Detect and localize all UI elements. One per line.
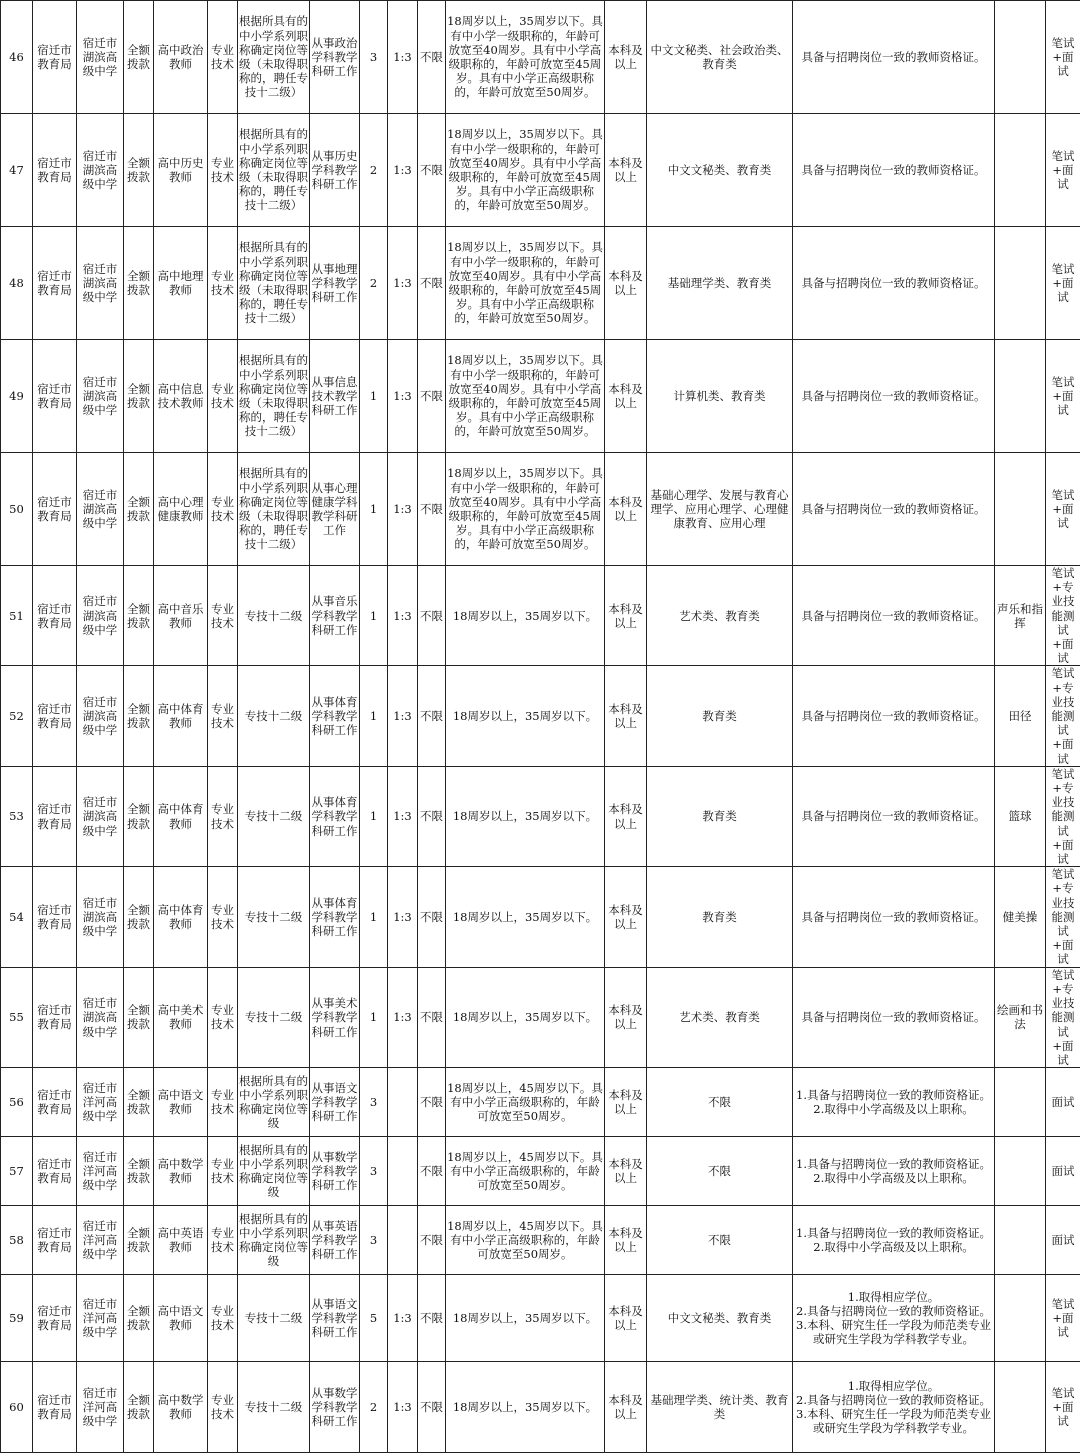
- skill-test-content-cell: [995, 1137, 1046, 1206]
- position-name-cell: 高中语文教师: [154, 1068, 208, 1137]
- exam-method-cell: 笔试+面试: [1046, 1275, 1080, 1362]
- age-requirement-cell: 18周岁以上，35周岁以下。: [446, 1362, 605, 1453]
- headcount-cell: 2: [360, 114, 388, 227]
- exam-ratio-cell: 1:3: [388, 453, 418, 566]
- funding-type-cell: 全额拨款: [124, 666, 154, 766]
- department-cell: 宿迁市教育局: [33, 1068, 77, 1137]
- exam-method-cell: 笔试+面试: [1046, 1, 1080, 114]
- headcount-cell: 3: [360, 1, 388, 114]
- major-requirement-cell: 艺术类、教育类: [647, 566, 793, 666]
- exam-method-cell: 笔试+面试: [1046, 453, 1080, 566]
- employer-cell: 宿迁市湖滨高级中学: [77, 867, 124, 967]
- other-requirement-cell: [793, 1362, 995, 1453]
- education-cell: 本科及以上: [605, 1206, 647, 1275]
- position-grade-cell: 根据所具有的中小学系列职称确定岗位等级: [238, 1137, 310, 1206]
- job-duty-cell: 从事语文学科教学科研工作: [310, 1068, 360, 1137]
- position-name-cell: 高中美术教师: [154, 967, 208, 1067]
- gender-cell: 不限: [418, 1275, 446, 1362]
- gender-cell: 不限: [418, 1362, 446, 1453]
- education-cell: 本科及以上: [605, 1137, 647, 1206]
- funding-type-cell: 全额拨款: [124, 453, 154, 566]
- headcount-cell: 1: [360, 666, 388, 766]
- employer-cell: 宿迁市湖滨高级中学: [77, 227, 124, 340]
- age-requirement-cell: 18周岁以上，35周岁以下。具有中小学一级职称的，年龄可放宽至40周岁。具有中小学高级职称的，年龄可放宽至45周岁。具有中小学正高级职称的，年龄可放宽至50周岁。: [446, 453, 605, 566]
- job-duty-cell: 从事地理学科教学科研工作: [310, 227, 360, 340]
- other-requirement-cell: 具备与招聘岗位一致的教师资格证。: [793, 114, 995, 227]
- row-number-cell: 56: [1, 1068, 33, 1137]
- exam-ratio-cell: 1:3: [388, 1275, 418, 1362]
- funding-type-cell: 全额拨款: [124, 1362, 154, 1453]
- job-duty-cell: 从事体育学科教学科研工作: [310, 766, 360, 866]
- age-requirement-cell: 18周岁以上，35周岁以下。具有中小学一级职称的，年龄可放宽至40周岁。具有中小学高级职称的，年龄可放宽至45周岁。具有中小学正高级职称的，年龄可放宽至50周岁。: [446, 114, 605, 227]
- position-name-cell: 高中地理教师: [154, 227, 208, 340]
- skill-test-content-cell: [995, 114, 1046, 227]
- position-category-cell: 专业技术: [208, 453, 238, 566]
- department-cell: 宿迁市教育局: [33, 867, 77, 967]
- funding-type-cell: 全额拨款: [124, 967, 154, 1067]
- department-cell: 宿迁市教育局: [33, 766, 77, 866]
- education-cell: 本科及以上: [605, 1, 647, 114]
- other-requirement-cell: 具备与招聘岗位一致的教师资格证。: [793, 340, 995, 453]
- table-row: [1, 967, 1080, 1067]
- education-cell: 本科及以上: [605, 1362, 647, 1453]
- exam-method-cell: 笔试+专业技能测试+面试: [1046, 666, 1080, 766]
- requirement-line: 1.具备与招聘岗位一致的教师资格证。: [794, 1088, 993, 1102]
- headcount-cell: 2: [360, 1362, 388, 1453]
- skill-test-content-cell: [995, 340, 1046, 453]
- headcount-cell: 1: [360, 967, 388, 1067]
- position-category-cell: 专业技术: [208, 1206, 238, 1275]
- age-requirement-cell: 18周岁以上，35周岁以下。: [446, 766, 605, 866]
- position-category-cell: 专业技术: [208, 766, 238, 866]
- position-name-cell: 高中历史教师: [154, 114, 208, 227]
- major-requirement-cell: 计算机类、教育类: [647, 340, 793, 453]
- exam-ratio-cell: 1:3: [388, 967, 418, 1067]
- requirement-line: 1.取得相应学位。: [794, 1379, 993, 1393]
- skill-test-content-cell: [995, 1362, 1046, 1453]
- table-row: [1, 453, 1080, 566]
- row-number-cell: 48: [1, 227, 33, 340]
- headcount-cell: 1: [360, 867, 388, 967]
- gender-cell: 不限: [418, 967, 446, 1067]
- gender-cell: 不限: [418, 114, 446, 227]
- age-requirement-cell: 18周岁以上，45周岁以下。具有中小学正高级职称的，年龄可放宽至50周岁。: [446, 1068, 605, 1137]
- position-name-cell: 高中数学教师: [154, 1137, 208, 1206]
- table-row: [1, 114, 1080, 227]
- job-duty-cell: 从事音乐学科教学科研工作: [310, 566, 360, 666]
- age-requirement-cell: 18周岁以上，35周岁以下。: [446, 666, 605, 766]
- headcount-cell: 3: [360, 1137, 388, 1206]
- position-name-cell: 高中语文教师: [154, 1275, 208, 1362]
- department-cell: 宿迁市教育局: [33, 1, 77, 114]
- major-requirement-cell: 不限: [647, 1068, 793, 1137]
- table-row: [1, 1137, 1080, 1206]
- skill-test-content-cell: [995, 453, 1046, 566]
- funding-type-cell: 全额拨款: [124, 1068, 154, 1137]
- funding-type-cell: 全额拨款: [124, 1275, 154, 1362]
- job-duty-cell: 从事体育学科教学科研工作: [310, 666, 360, 766]
- position-category-cell: 专业技术: [208, 967, 238, 1067]
- employer-cell: 宿迁市洋河高级中学: [77, 1137, 124, 1206]
- headcount-cell: 1: [360, 766, 388, 866]
- department-cell: 宿迁市教育局: [33, 1206, 77, 1275]
- employer-cell: 宿迁市洋河高级中学: [77, 1206, 124, 1275]
- funding-type-cell: 全额拨款: [124, 340, 154, 453]
- exam-method-cell: 笔试+专业技能测试+面试: [1046, 867, 1080, 967]
- funding-type-cell: 全额拨款: [124, 867, 154, 967]
- exam-method-cell: 面试: [1046, 1068, 1080, 1137]
- position-grade-cell: 专技十二级: [238, 1362, 310, 1453]
- row-number-cell: 47: [1, 114, 33, 227]
- exam-ratio-cell: 1:3: [388, 666, 418, 766]
- exam-method-cell: 笔试+专业技能测试+面试: [1046, 967, 1080, 1067]
- exam-method-cell: 笔试+专业技能测试+面试: [1046, 766, 1080, 866]
- gender-cell: 不限: [418, 867, 446, 967]
- exam-ratio-cell: 1:3: [388, 340, 418, 453]
- age-requirement-cell: 18周岁以上，35周岁以下。: [446, 566, 605, 666]
- other-requirement-cell: 具备与招聘岗位一致的教师资格证。: [793, 453, 995, 566]
- other-requirement-cell: [793, 1206, 995, 1275]
- other-requirement-cell: 具备与招聘岗位一致的教师资格证。: [793, 1, 995, 114]
- position-category-cell: 专业技术: [208, 666, 238, 766]
- gender-cell: 不限: [418, 453, 446, 566]
- exam-method-cell: 笔试+面试: [1046, 114, 1080, 227]
- job-duty-cell: 从事政治学科教学科研工作: [310, 1, 360, 114]
- position-category-cell: 专业技术: [208, 340, 238, 453]
- funding-type-cell: 全额拨款: [124, 1206, 154, 1275]
- funding-type-cell: 全额拨款: [124, 227, 154, 340]
- department-cell: 宿迁市教育局: [33, 566, 77, 666]
- age-requirement-cell: 18周岁以上，35周岁以下。: [446, 867, 605, 967]
- department-cell: 宿迁市教育局: [33, 114, 77, 227]
- major-requirement-cell: 不限: [647, 1137, 793, 1206]
- major-requirement-cell: 教育类: [647, 766, 793, 866]
- employer-cell: 宿迁市湖滨高级中学: [77, 453, 124, 566]
- age-requirement-cell: 18周岁以上，35周岁以下。具有中小学一级职称的，年龄可放宽至40周岁。具有中小学高级职称的，年龄可放宽至45周岁。具有中小学正高级职称的，年龄可放宽至50周岁。: [446, 227, 605, 340]
- education-cell: 本科及以上: [605, 967, 647, 1067]
- major-requirement-cell: 基础心理学、发展与教育心理学、应用心理学、心理健康教育、应用心理: [647, 453, 793, 566]
- funding-type-cell: 全额拨款: [124, 566, 154, 666]
- position-grade-cell: 专技十二级: [238, 867, 310, 967]
- table-row: [1, 1068, 1080, 1137]
- age-requirement-cell: 18周岁以上，35周岁以下。: [446, 967, 605, 1067]
- table-row: [1, 566, 1080, 666]
- education-cell: 本科及以上: [605, 1275, 647, 1362]
- requirement-line: 2.具备与招聘岗位一致的教师资格证。: [794, 1393, 993, 1407]
- gender-cell: 不限: [418, 340, 446, 453]
- skill-test-content-cell: [995, 1275, 1046, 1362]
- job-duty-cell: 从事心理健康学科教学科研工作: [310, 453, 360, 566]
- age-requirement-cell: 18周岁以上，35周岁以下。具有中小学一级职称的，年龄可放宽至40周岁。具有中小学高级职称的，年龄可放宽至45周岁。具有中小学正高级职称的，年龄可放宽至50周岁。: [446, 1, 605, 114]
- department-cell: 宿迁市教育局: [33, 1275, 77, 1362]
- exam-method-cell: 笔试+专业技能测试+面试: [1046, 566, 1080, 666]
- position-grade-cell: 专技十二级: [238, 967, 310, 1067]
- major-requirement-cell: 中文文秘类、教育类: [647, 114, 793, 227]
- requirement-line: 2.取得中小学高级及以上职称。: [794, 1171, 993, 1185]
- row-number-cell: 57: [1, 1137, 33, 1206]
- requirement-line: 2.具备与招聘岗位一致的教师资格证。: [794, 1304, 993, 1318]
- requirement-line: 3.本科、研究生任一学段为师范类专业或研究生学段为学科教学专业。: [794, 1318, 993, 1346]
- exam-ratio-cell: 1:3: [388, 227, 418, 340]
- age-requirement-cell: 18周岁以上，45周岁以下。具有中小学正高级职称的，年龄可放宽至50周岁。: [446, 1206, 605, 1275]
- job-duty-cell: 从事历史学科教学科研工作: [310, 114, 360, 227]
- position-grade-cell: 根据所具有的中小学系列职称确定岗位等级（未取得职称的，聘任专技十二级）: [238, 340, 310, 453]
- department-cell: 宿迁市教育局: [33, 666, 77, 766]
- employer-cell: 宿迁市湖滨高级中学: [77, 666, 124, 766]
- headcount-cell: 1: [360, 453, 388, 566]
- position-category-cell: 专业技术: [208, 1362, 238, 1453]
- position-category-cell: 专业技术: [208, 1068, 238, 1137]
- table-row: [1, 867, 1080, 967]
- major-requirement-cell: 艺术类、教育类: [647, 967, 793, 1067]
- major-requirement-cell: 基础理学类、教育类: [647, 227, 793, 340]
- major-requirement-cell: 中文文秘类、社会政治类、教育类: [647, 1, 793, 114]
- position-name-cell: 高中体育教师: [154, 867, 208, 967]
- position-name-cell: 高中信息技术教师: [154, 340, 208, 453]
- exam-ratio-cell: [388, 1206, 418, 1275]
- department-cell: 宿迁市教育局: [33, 1362, 77, 1453]
- education-cell: 本科及以上: [605, 453, 647, 566]
- position-grade-cell: 根据所具有的中小学系列职称确定岗位等级（未取得职称的，聘任专技十二级）: [238, 1, 310, 114]
- gender-cell: 不限: [418, 1206, 446, 1275]
- major-requirement-cell: 不限: [647, 1206, 793, 1275]
- other-requirement-cell: 具备与招聘岗位一致的教师资格证。: [793, 867, 995, 967]
- exam-ratio-cell: 1:3: [388, 114, 418, 227]
- position-name-cell: 高中数学教师: [154, 1362, 208, 1453]
- funding-type-cell: 全额拨款: [124, 114, 154, 227]
- exam-ratio-cell: [388, 1137, 418, 1206]
- position-grade-cell: 专技十二级: [238, 1275, 310, 1362]
- employer-cell: 宿迁市湖滨高级中学: [77, 766, 124, 866]
- exam-ratio-cell: [388, 1068, 418, 1137]
- funding-type-cell: 全额拨款: [124, 766, 154, 866]
- position-name-cell: 高中音乐教师: [154, 566, 208, 666]
- job-duty-cell: 从事信息技术教学科研工作: [310, 340, 360, 453]
- skill-test-content-cell: 绘画和书法: [995, 967, 1046, 1067]
- skill-test-content-cell: [995, 1206, 1046, 1275]
- gender-cell: 不限: [418, 227, 446, 340]
- job-duty-cell: 从事英语学科教学科研工作: [310, 1206, 360, 1275]
- other-requirement-cell: [793, 1137, 995, 1206]
- skill-test-content-cell: [995, 1068, 1046, 1137]
- skill-test-content-cell: [995, 1, 1046, 114]
- exam-ratio-cell: 1:3: [388, 566, 418, 666]
- table-row: [1, 340, 1080, 453]
- position-category-cell: 专业技术: [208, 1137, 238, 1206]
- other-requirement-cell: 具备与招聘岗位一致的教师资格证。: [793, 766, 995, 866]
- department-cell: 宿迁市教育局: [33, 227, 77, 340]
- row-number-cell: 59: [1, 1275, 33, 1362]
- table-row: [1, 666, 1080, 766]
- exam-ratio-cell: 1:3: [388, 867, 418, 967]
- table-row: [1, 227, 1080, 340]
- table-row: [1, 1, 1080, 114]
- other-requirement-cell: 具备与招聘岗位一致的教师资格证。: [793, 666, 995, 766]
- position-name-cell: 高中政治教师: [154, 1, 208, 114]
- headcount-cell: 1: [360, 566, 388, 666]
- requirement-line: 2.取得中小学高级及以上职称。: [794, 1102, 993, 1116]
- table-body: [1, 1, 1080, 1453]
- position-grade-cell: 根据所具有的中小学系列职称确定岗位等级（未取得职称的，聘任专技十二级）: [238, 453, 310, 566]
- row-number-cell: 60: [1, 1362, 33, 1453]
- other-requirement-cell: [793, 1275, 995, 1362]
- row-number-cell: 53: [1, 766, 33, 866]
- position-grade-cell: 根据所具有的中小学系列职称确定岗位等级: [238, 1206, 310, 1275]
- table-row: [1, 1362, 1080, 1453]
- employer-cell: 宿迁市湖滨高级中学: [77, 114, 124, 227]
- department-cell: 宿迁市教育局: [33, 340, 77, 453]
- exam-method-cell: 笔试+面试: [1046, 227, 1080, 340]
- table-row: [1, 1206, 1080, 1275]
- exam-ratio-cell: 1:3: [388, 766, 418, 866]
- position-name-cell: 高中体育教师: [154, 766, 208, 866]
- gender-cell: 不限: [418, 1137, 446, 1206]
- education-cell: 本科及以上: [605, 666, 647, 766]
- position-grade-cell: 专技十二级: [238, 566, 310, 666]
- position-name-cell: 高中心理健康教师: [154, 453, 208, 566]
- department-cell: 宿迁市教育局: [33, 453, 77, 566]
- age-requirement-cell: 18周岁以上，35周岁以下。具有中小学一级职称的，年龄可放宽至40周岁。具有中小学高级职称的，年龄可放宽至45周岁。具有中小学正高级职称的，年龄可放宽至50周岁。: [446, 340, 605, 453]
- position-category-cell: 专业技术: [208, 114, 238, 227]
- position-category-cell: 专业技术: [208, 227, 238, 340]
- position-grade-cell: 专技十二级: [238, 666, 310, 766]
- skill-test-content-cell: 健美操: [995, 867, 1046, 967]
- education-cell: 本科及以上: [605, 227, 647, 340]
- other-requirement-cell: [793, 1068, 995, 1137]
- job-duty-cell: 从事数学学科教学科研工作: [310, 1137, 360, 1206]
- position-category-cell: 专业技术: [208, 1, 238, 114]
- position-grade-cell: 根据所具有的中小学系列职称确定岗位等级（未取得职称的，聘任专技十二级）: [238, 227, 310, 340]
- exam-method-cell: 笔试+面试: [1046, 340, 1080, 453]
- row-number-cell: 55: [1, 967, 33, 1067]
- position-grade-cell: 专技十二级: [238, 766, 310, 866]
- row-number-cell: 51: [1, 566, 33, 666]
- requirement-line: 1.具备与招聘岗位一致的教师资格证。: [794, 1157, 993, 1171]
- gender-cell: 不限: [418, 1068, 446, 1137]
- row-number-cell: 58: [1, 1206, 33, 1275]
- job-duty-cell: 从事体育学科教学科研工作: [310, 867, 360, 967]
- skill-test-content-cell: 篮球: [995, 766, 1046, 866]
- headcount-cell: 3: [360, 1068, 388, 1137]
- major-requirement-cell: 中文文秘类、教育类: [647, 1275, 793, 1362]
- department-cell: 宿迁市教育局: [33, 1137, 77, 1206]
- employer-cell: 宿迁市洋河高级中学: [77, 1068, 124, 1137]
- employer-cell: 宿迁市洋河高级中学: [77, 1362, 124, 1453]
- exam-method-cell: 面试: [1046, 1137, 1080, 1206]
- other-requirement-cell: 具备与招聘岗位一致的教师资格证。: [793, 967, 995, 1067]
- position-category-cell: 专业技术: [208, 867, 238, 967]
- major-requirement-cell: 教育类: [647, 666, 793, 766]
- headcount-cell: 5: [360, 1275, 388, 1362]
- row-number-cell: 54: [1, 867, 33, 967]
- row-number-cell: 52: [1, 666, 33, 766]
- job-duty-cell: 从事美术学科教学科研工作: [310, 967, 360, 1067]
- headcount-cell: 3: [360, 1206, 388, 1275]
- exam-method-cell: 笔试+面试: [1046, 1362, 1080, 1453]
- row-number-cell: 46: [1, 1, 33, 114]
- table-row: [1, 1275, 1080, 1362]
- employer-cell: 宿迁市湖滨高级中学: [77, 1, 124, 114]
- gender-cell: 不限: [418, 766, 446, 866]
- row-number-cell: 50: [1, 453, 33, 566]
- exam-method-cell: 面试: [1046, 1206, 1080, 1275]
- position-category-cell: 专业技术: [208, 566, 238, 666]
- major-requirement-cell: 教育类: [647, 867, 793, 967]
- education-cell: 本科及以上: [605, 340, 647, 453]
- education-cell: 本科及以上: [605, 114, 647, 227]
- exam-ratio-cell: 1:3: [388, 1362, 418, 1453]
- education-cell: 本科及以上: [605, 566, 647, 666]
- education-cell: 本科及以上: [605, 867, 647, 967]
- funding-type-cell: 全额拨款: [124, 1137, 154, 1206]
- other-requirement-cell: 具备与招聘岗位一致的教师资格证。: [793, 566, 995, 666]
- other-requirement-cell: 具备与招聘岗位一致的教师资格证。: [793, 227, 995, 340]
- headcount-cell: 2: [360, 227, 388, 340]
- gender-cell: 不限: [418, 1, 446, 114]
- department-cell: 宿迁市教育局: [33, 967, 77, 1067]
- position-grade-cell: 根据所具有的中小学系列职称确定岗位等级: [238, 1068, 310, 1137]
- position-name-cell: 高中英语教师: [154, 1206, 208, 1275]
- row-number-cell: 49: [1, 340, 33, 453]
- gender-cell: 不限: [418, 566, 446, 666]
- table-row: [1, 766, 1080, 866]
- job-duty-cell: 从事数学学科教学科研工作: [310, 1362, 360, 1453]
- requirement-line: 1.取得相应学位。: [794, 1290, 993, 1304]
- employer-cell: 宿迁市洋河高级中学: [77, 1275, 124, 1362]
- requirement-line: 2.取得中小学高级及以上职称。: [794, 1240, 993, 1254]
- funding-type-cell: 全额拨款: [124, 1, 154, 114]
- skill-test-content-cell: 田径: [995, 666, 1046, 766]
- position-grade-cell: 根据所具有的中小学系列职称确定岗位等级（未取得职称的，聘任专技十二级）: [238, 114, 310, 227]
- education-cell: 本科及以上: [605, 766, 647, 866]
- position-category-cell: 专业技术: [208, 1275, 238, 1362]
- employer-cell: 宿迁市湖滨高级中学: [77, 967, 124, 1067]
- employer-cell: 宿迁市湖滨高级中学: [77, 340, 124, 453]
- position-name-cell: 高中体育教师: [154, 666, 208, 766]
- requirement-line: 1.具备与招聘岗位一致的教师资格证。: [794, 1226, 993, 1240]
- skill-test-content-cell: 声乐和指挥: [995, 566, 1046, 666]
- employer-cell: 宿迁市湖滨高级中学: [77, 566, 124, 666]
- job-duty-cell: 从事语文学科教学科研工作: [310, 1275, 360, 1362]
- age-requirement-cell: 18周岁以上，45周岁以下。具有中小学正高级职称的，年龄可放宽至50周岁。: [446, 1137, 605, 1206]
- requirement-line: 3.本科、研究生任一学段为师范类专业或研究生学段为学科教学专业。: [794, 1407, 993, 1435]
- skill-test-content-cell: [995, 227, 1046, 340]
- gender-cell: 不限: [418, 666, 446, 766]
- exam-ratio-cell: 1:3: [388, 1, 418, 114]
- education-cell: 本科及以上: [605, 1068, 647, 1137]
- age-requirement-cell: 18周岁以上，35周岁以下。: [446, 1275, 605, 1362]
- headcount-cell: 1: [360, 340, 388, 453]
- major-requirement-cell: 基础理学类、统计类、教育类: [647, 1362, 793, 1453]
